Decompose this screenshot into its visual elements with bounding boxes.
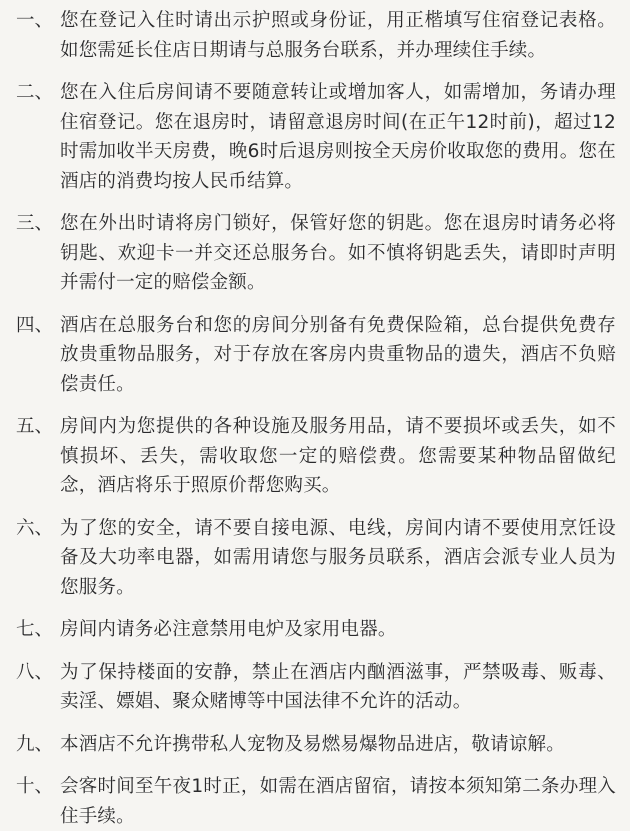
item-number: 六、 — [16, 517, 54, 539]
item-number: 十、 — [16, 776, 54, 797]
item-number: 九、 — [16, 733, 54, 755]
item-text: 房间内为您提供的各种设施及服务用品，请不要损坏或丢失，如不慎损坏、丢失，需收取您一定的赔偿费。您需要某种物品留做纪念，酒店将乐于照原价帮您购买。 — [60, 416, 616, 496]
item-text: 房间内请务必注意禁用电炉及家用电器。 — [60, 619, 397, 640]
notice-item-3 — [16, 209, 616, 298]
item-text: 酒店在总服务台和您的房间分别备有免费保险箱，总台提供免费存放贵重物品服务，对于存放在客房内贵重物品的遗失，酒店不负赔偿责任。 — [60, 314, 616, 395]
item-number: 八、 — [16, 661, 54, 683]
item-text: 会客时间至午夜1时正，如需在酒店留宿，请按本须知第二条办理入住手续。 — [60, 776, 616, 827]
item-text: 您在外出时请将房门锁好，保管好您的钥匙。您在退房时请务必将钥匙、欢迎卡一并交还总服务台。如不慎将钥匙丢失，请即时声明并需付一定的赔偿金额。 — [60, 213, 616, 293]
item-text: 您在登记入住时请出示护照或身份证，用正楷填写住宿登记表格。如您需延长住店日期请与总服务台联系，并办理续住手续。 — [60, 10, 616, 61]
item-text: 为了您的安全，请不要自接电源、电线，房间内请不要使用烹饪设备及大功率电器，如需用请您与服务员联系，酒店会派专业人员为您服务。 — [60, 517, 616, 598]
notice-item-7 — [16, 615, 616, 645]
item-text: 为了保持楼面的安静，禁止在酒店内酗酒滋事，严禁吸毒、贩毒、卖淫、嫖娼、聚众赌博等中国法律不允许的活动。 — [60, 661, 616, 712]
item-number: 五、 — [16, 416, 54, 437]
notice-item-9 — [16, 730, 616, 760]
notice-item-1 — [16, 6, 616, 65]
notice-item-8 — [16, 658, 616, 717]
item-number: 三、 — [16, 213, 54, 234]
item-text: 本酒店不允许携带私人宠物及易燃易爆物品进店，敬请谅解。 — [60, 733, 565, 755]
item-number: 一、 — [16, 10, 54, 31]
item-number: 七、 — [16, 619, 54, 640]
item-text: 您在入住后房间请不要随意转让或增加客人，如需增加，务请办理住宿登记。您在退房时，请留意退房时间(在正午12时前)，超过12时需加收半天房费，晚6时后退房则按全天房价收取您的费用。您在酒店的消费均按人民币结算。 — [60, 82, 616, 192]
notice-item-10 — [16, 772, 616, 831]
notice-item-2 — [16, 78, 616, 196]
item-number: 二、 — [16, 82, 54, 103]
item-number: 四、 — [16, 314, 54, 336]
notice-item-4 — [16, 311, 616, 400]
notice-item-5 — [16, 412, 616, 501]
notice-item-6 — [16, 514, 616, 603]
